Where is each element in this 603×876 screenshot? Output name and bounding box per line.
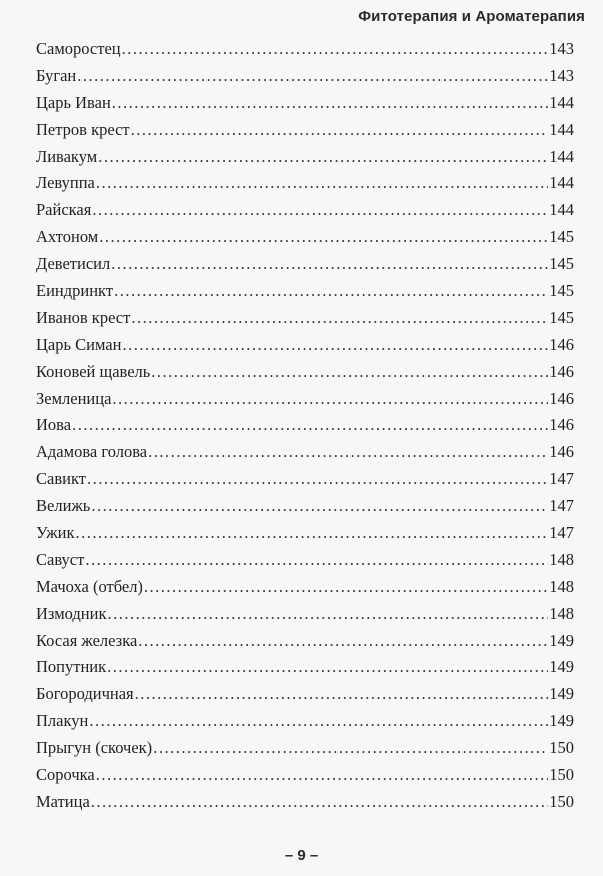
toc-entry: [36, 36, 574, 63]
toc-entry-page: 144: [549, 200, 574, 220]
toc-entry-title: Петров крест: [36, 119, 130, 139]
toc-entry-page: 147: [549, 496, 574, 516]
toc-entry-page: 146: [549, 442, 574, 462]
dot-leader: [75, 520, 548, 547]
toc-entry-page: 144: [549, 119, 574, 139]
dot-leader: [77, 63, 548, 90]
toc-entry-page: 146: [549, 361, 574, 381]
toc-entry-page: 143: [549, 65, 574, 85]
dot-leader: [122, 332, 548, 359]
toc-entry-page: 146: [549, 334, 574, 354]
toc-entry: [36, 170, 574, 197]
toc-entry-page: 144: [549, 173, 574, 193]
dot-leader: [96, 762, 549, 789]
toc-entry: [36, 789, 574, 816]
toc-entry: [36, 574, 574, 601]
toc-entry: [36, 278, 574, 305]
toc-entry: [36, 762, 574, 789]
toc-entry-title: Богородичная: [36, 684, 134, 704]
toc-entry-title: Прыгун (скочек): [36, 738, 153, 758]
toc-entry-title: Деветисил: [36, 254, 111, 274]
toc-entry: [36, 359, 574, 386]
toc-entry: [36, 224, 574, 251]
toc-entry-title: Царь Симан: [36, 334, 122, 354]
toc-entry-title: Косая железка: [36, 630, 138, 650]
toc-entry-title: Савуст: [36, 549, 85, 569]
toc-entry-page: 150: [549, 738, 574, 758]
toc-entry: [36, 305, 574, 332]
dot-leader: [112, 90, 548, 117]
dot-leader: [91, 493, 548, 520]
toc-entry-title: Царь Иван: [36, 92, 111, 112]
dot-leader: [99, 224, 548, 251]
toc-entry-page: 143: [549, 39, 574, 58]
toc-entry-title: Земленица: [36, 388, 112, 408]
toc-entry-title: Ужик: [36, 523, 75, 543]
toc-entry-page: 150: [549, 765, 574, 785]
toc-entry-title: Матица: [36, 791, 90, 811]
toc-entry-page: 150: [549, 791, 574, 811]
dot-leader: [151, 359, 548, 386]
toc-entry-page: 144: [549, 92, 574, 112]
toc-entry-title: Иова: [36, 415, 72, 435]
toc-entry-page: 146: [549, 415, 574, 435]
toc-entry: [36, 251, 574, 278]
toc-entry: [36, 197, 574, 224]
toc-entry-title: Измодник: [36, 603, 107, 623]
toc-entry-page: 149: [549, 684, 574, 704]
dot-leader: [138, 628, 548, 655]
toc-entry-page: 149: [549, 630, 574, 650]
dot-leader: [148, 439, 548, 466]
dot-leader: [114, 278, 548, 305]
toc-entry: [36, 708, 574, 735]
toc-entry-page: 148: [549, 549, 574, 569]
toc-entry-page: 147: [549, 523, 574, 543]
toc-entry-page: 148: [549, 603, 574, 623]
toc-entry-page: 145: [549, 254, 574, 274]
dot-leader: [111, 251, 548, 278]
toc-entry: [36, 144, 574, 171]
toc-entry-title: Буган: [36, 65, 77, 85]
toc-entry-title: Мачоха (отбел): [36, 576, 143, 596]
dot-leader: [131, 305, 548, 332]
dot-leader: [91, 789, 548, 816]
dot-leader: [87, 466, 548, 493]
toc-entry-title: Саморостец: [36, 39, 121, 58]
dot-leader: [153, 735, 548, 762]
toc-entry: [36, 439, 574, 466]
dot-leader: [92, 197, 548, 224]
toc-entry-title: Ливакум: [36, 146, 98, 166]
toc-entry: [36, 520, 574, 547]
toc-entry: [36, 493, 574, 520]
toc-entry-title: Велижь: [36, 496, 91, 516]
toc-entry-title: Левуппа: [36, 173, 95, 193]
toc-entry-title: Райская: [36, 200, 92, 220]
toc-entry-title: Савикт: [36, 469, 86, 489]
toc-entry-page: 149: [549, 657, 574, 677]
toc-entry-title: Ахтоном: [36, 227, 99, 247]
toc-entry: [36, 681, 574, 708]
dot-leader: [98, 144, 548, 171]
toc-entry: [36, 332, 574, 359]
dot-leader: [112, 386, 548, 413]
toc-entry: [36, 386, 574, 413]
toc-entry-title: Сорочка: [36, 765, 95, 785]
running-header: Фитотерапия и Ароматерапия: [358, 8, 585, 25]
toc-entry: [36, 654, 574, 681]
toc-entry: [36, 90, 574, 117]
toc-entry-page: 145: [549, 227, 574, 247]
dot-leader: [131, 117, 549, 144]
toc-entry: [36, 628, 574, 655]
toc-entry-title: Попутник: [36, 657, 107, 677]
dot-leader: [144, 574, 548, 601]
toc-entry-title: Еиндринкт: [36, 281, 114, 301]
toc-entry-title: Адамова голова: [36, 442, 148, 462]
toc-entry: [36, 547, 574, 574]
dot-leader: [85, 547, 548, 574]
toc-entry-page: 145: [549, 281, 574, 301]
toc-entry-page: 147: [549, 469, 574, 489]
toc-entry: [36, 412, 574, 439]
dot-leader: [89, 708, 548, 735]
dot-leader: [96, 170, 548, 197]
toc-entry-page: 149: [549, 711, 574, 731]
table-of-contents: [36, 36, 574, 816]
toc-entry: [36, 466, 574, 493]
dot-leader: [108, 601, 549, 628]
toc-entry-page: 146: [549, 388, 574, 408]
toc-entry-page: 148: [549, 576, 574, 596]
toc-entry-title: Плакун: [36, 711, 89, 731]
toc-entry-page: 145: [549, 307, 574, 327]
toc-entry: [36, 735, 574, 762]
dot-leader: [72, 412, 548, 439]
toc-entry: [36, 63, 574, 90]
dot-leader: [135, 681, 549, 708]
toc-entry: [36, 117, 574, 144]
toc-entry: [36, 601, 574, 628]
toc-entry-title: Коновей щавель: [36, 361, 151, 381]
dot-leader: [107, 654, 548, 681]
dot-leader: [122, 36, 549, 63]
toc-entry-title: Иванов крест: [36, 307, 131, 327]
page-number: – 9 –: [284, 847, 319, 864]
toc-entry-page: 144: [549, 146, 574, 166]
